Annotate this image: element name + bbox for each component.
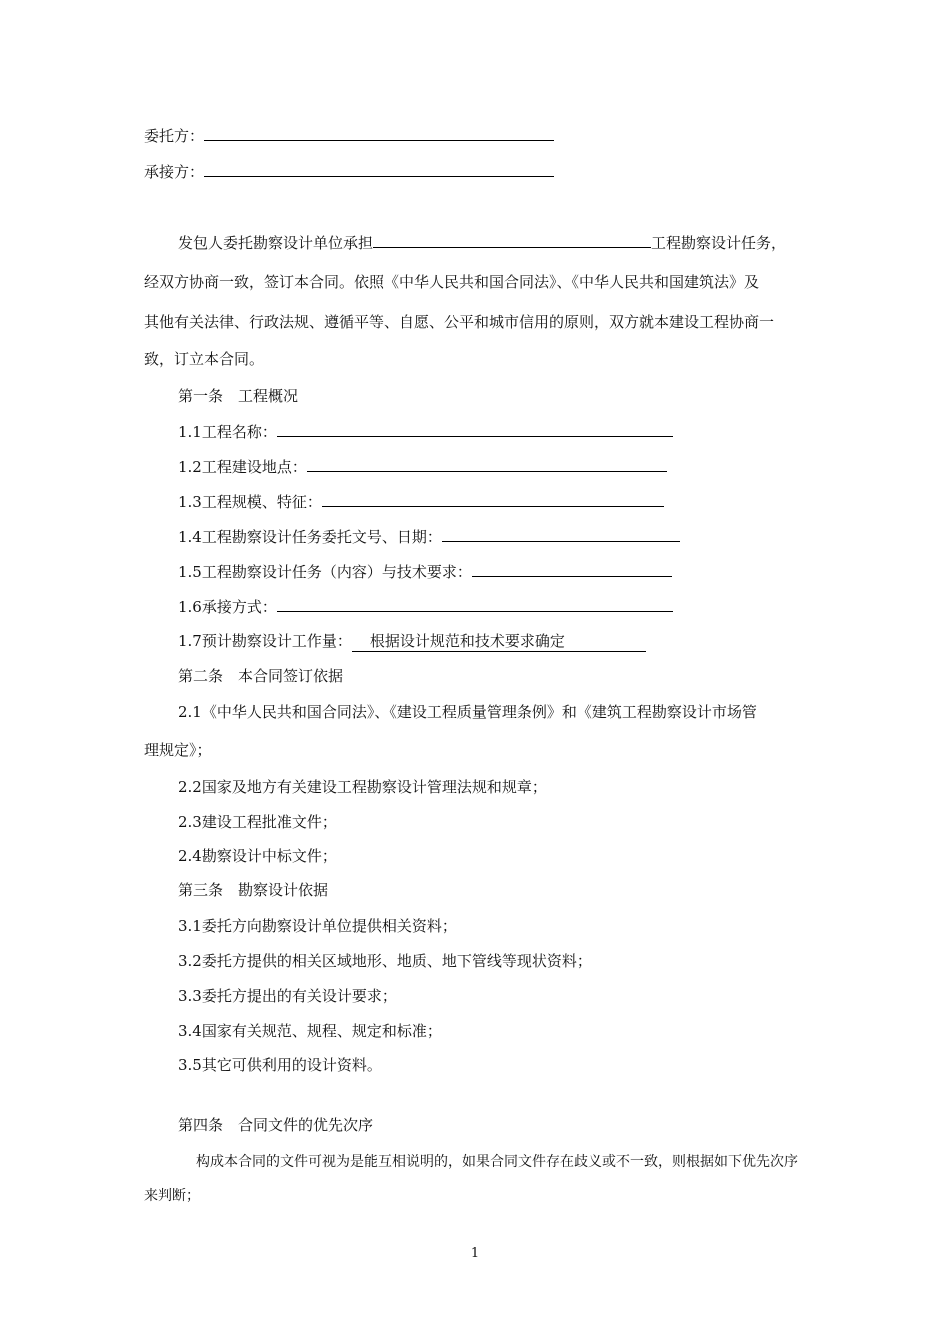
item-1-6 bbox=[178, 597, 673, 617]
item-2-4: 2.4勘察设计中标文件； bbox=[178, 847, 337, 865]
item-3-1: 3.1委托方向勘察设计单位提供相关资料； bbox=[178, 917, 457, 935]
intro-line-1 bbox=[178, 233, 786, 253]
item-1-4-blank[interactable] bbox=[442, 527, 680, 542]
client-blank[interactable] bbox=[204, 126, 554, 141]
item-1-7-label: 1.7预计勘察设计工作量： bbox=[178, 632, 352, 650]
item-2-1-line-a: 2.1《中华人民共和国合同法》、《建设工程质量管理条例》和《建筑工程勘察设计市场管 bbox=[178, 703, 757, 721]
item-1-5 bbox=[178, 562, 672, 582]
item-1-1 bbox=[178, 422, 673, 442]
article-1-title: 第一条 工程概况 bbox=[178, 387, 299, 405]
page-number: 1 bbox=[470, 1246, 480, 1261]
intro-text-b: 工程勘察设计任务， bbox=[651, 234, 787, 252]
intro-line-2: 经双方协商一致，签订本合同。依照《中华人民共和国合同法》、《中华人民共和国建筑法》及 bbox=[144, 273, 760, 291]
article-4-para-a: 构成本合同的文件可视为是能互相说明的，如果合同文件存在歧义或不一致，则根据如下优先次序 bbox=[196, 1154, 798, 1170]
article-4-para-b: 来判断； bbox=[144, 1188, 200, 1204]
item-1-3-label: 1.3工程规模、特征： bbox=[178, 493, 322, 511]
item-1-4 bbox=[178, 527, 680, 547]
item-1-2-blank[interactable] bbox=[307, 457, 667, 472]
intro-line-3: 其他有关法律、行政法规、遵循平等、自愿、公平和城市信用的原则，双方就本建设工程协商一 bbox=[144, 313, 775, 331]
item-2-2: 2.2国家及地方有关建设工程勘察设计管理法规和规章； bbox=[178, 778, 547, 796]
item-1-2 bbox=[178, 457, 667, 477]
item-1-5-label: 1.5工程勘察设计任务（内容）与技术要求： bbox=[178, 563, 472, 581]
item-1-3 bbox=[178, 492, 664, 512]
item-1-7 bbox=[178, 631, 646, 652]
client-label: 委托方： bbox=[144, 127, 205, 145]
contractor-label: 承接方： bbox=[144, 163, 205, 181]
client-field bbox=[144, 126, 554, 146]
workload-value: 根据设计规范和技术要求确定 bbox=[352, 631, 646, 652]
project-name-blank[interactable] bbox=[373, 233, 651, 248]
contractor-field bbox=[144, 162, 554, 182]
item-3-5: 3.5其它可供利用的设计资料。 bbox=[178, 1056, 382, 1074]
article-4-title: 第四条 合同文件的优先次序 bbox=[178, 1116, 374, 1134]
item-1-5-blank[interactable] bbox=[472, 562, 672, 577]
item-2-1-line-b: 理规定》； bbox=[144, 741, 212, 759]
item-2-3: 2.3建设工程批准文件； bbox=[178, 813, 337, 831]
item-1-3-blank[interactable] bbox=[322, 492, 664, 507]
article-2-title: 第二条 本合同签订依据 bbox=[178, 667, 344, 685]
item-1-6-blank[interactable] bbox=[277, 597, 673, 612]
item-1-4-label: 1.4工程勘察设计任务委托文号、日期： bbox=[178, 528, 442, 546]
item-1-1-blank[interactable] bbox=[277, 422, 673, 437]
item-3-4: 3.4国家有关规范、规程、规定和标准； bbox=[178, 1022, 442, 1040]
item-3-2: 3.2委托方提供的相关区域地形、地质、地下管线等现状资料； bbox=[178, 952, 592, 970]
item-1-2-label: 1.2工程建设地点： bbox=[178, 458, 307, 476]
item-1-1-label: 1.1工程名称： bbox=[178, 423, 277, 441]
intro-line-4: 致，订立本合同。 bbox=[144, 350, 265, 368]
item-3-3: 3.3委托方提出的有关设计要求； bbox=[178, 987, 397, 1005]
article-3-title: 第三条 勘察设计依据 bbox=[178, 881, 329, 899]
item-1-6-label: 1.6承接方式： bbox=[178, 598, 277, 616]
contractor-blank[interactable] bbox=[204, 162, 554, 177]
intro-text-a: 发包人委托勘察设计单位承担 bbox=[178, 234, 374, 252]
